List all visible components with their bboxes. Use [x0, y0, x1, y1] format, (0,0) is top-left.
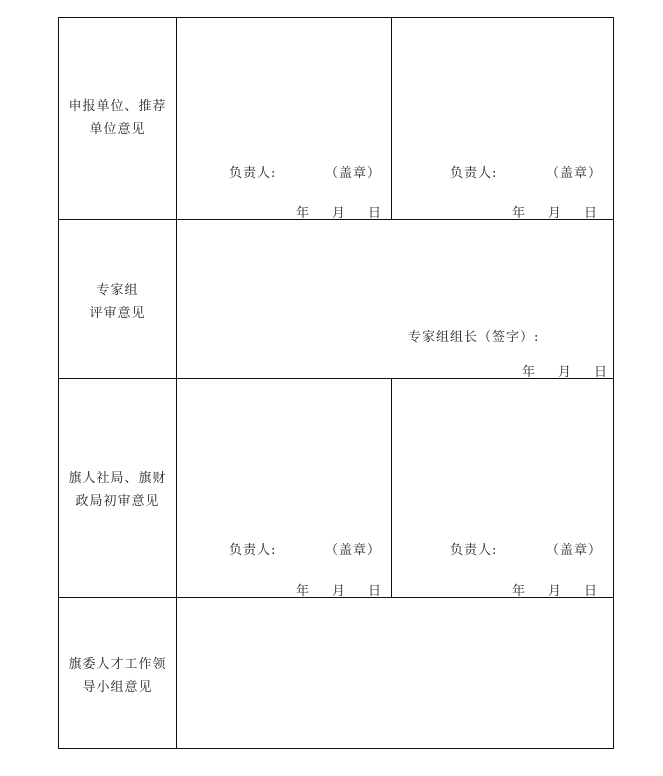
- table-border-top: [58, 17, 614, 18]
- committee-opinion-label: [59, 653, 176, 699]
- recommend-left-person-label: 负责人:: [229, 166, 277, 181]
- recommend-label-line2: 单位意见: [89, 122, 146, 137]
- recommend-right-seal-label: （盖章）: [546, 166, 603, 181]
- bureau-label-line2: 政局初审意见: [75, 494, 160, 509]
- bureau-left-person-label: 负责人:: [229, 543, 277, 558]
- recommend-right-person-label: 负责人:: [450, 166, 498, 181]
- recommend-right-day: 日: [584, 206, 599, 221]
- expert-year: 年: [522, 365, 537, 380]
- recommend-left-day: 日: [368, 206, 383, 221]
- bureau-left-day: 日: [368, 584, 383, 599]
- recommend-right-month: 月: [548, 206, 563, 221]
- expert-month: 月: [558, 365, 573, 380]
- recommend-left-month: 月: [332, 206, 347, 221]
- expert-review-label: [59, 279, 176, 325]
- bureau-right-year: 年: [512, 584, 527, 599]
- bureau-right-day: 日: [584, 584, 599, 599]
- expert-label-line1: 专家组: [96, 283, 139, 298]
- bureau-right-month: 月: [548, 584, 563, 599]
- bureau-left-year: 年: [296, 584, 311, 599]
- bureau-left-month: 月: [332, 584, 347, 599]
- bureau-right-seal-label: （盖章）: [546, 543, 603, 558]
- bureau-label-line1: 旗人社局、旗财: [68, 471, 167, 486]
- expert-leader-sign-label: 专家组组长（签字）:: [408, 330, 540, 345]
- bureau-review-label: [59, 467, 176, 513]
- bureau-left-seal-label: （盖章）: [325, 543, 382, 558]
- recommend-left-year: 年: [296, 206, 311, 221]
- bureau-right-person-label: 负责人:: [450, 543, 498, 558]
- split-divider-row1: [391, 17, 392, 220]
- table-border-bottom: [58, 748, 614, 749]
- label-column-divider: [176, 17, 177, 749]
- expert-label-line2: 评审意见: [89, 306, 146, 321]
- committee-label-line2: 导小组意见: [82, 680, 153, 695]
- recommend-opinion-label: [59, 95, 176, 141]
- recommend-left-seal-label: （盖章）: [325, 166, 382, 181]
- table-border-right: [613, 17, 614, 749]
- expert-day: 日: [594, 365, 609, 380]
- recommend-right-year: 年: [512, 206, 527, 221]
- recommend-label-line1: 申报单位、推荐: [68, 99, 167, 114]
- split-divider-row3: [391, 378, 392, 598]
- committee-label-line1: 旗委人才工作领: [68, 657, 167, 672]
